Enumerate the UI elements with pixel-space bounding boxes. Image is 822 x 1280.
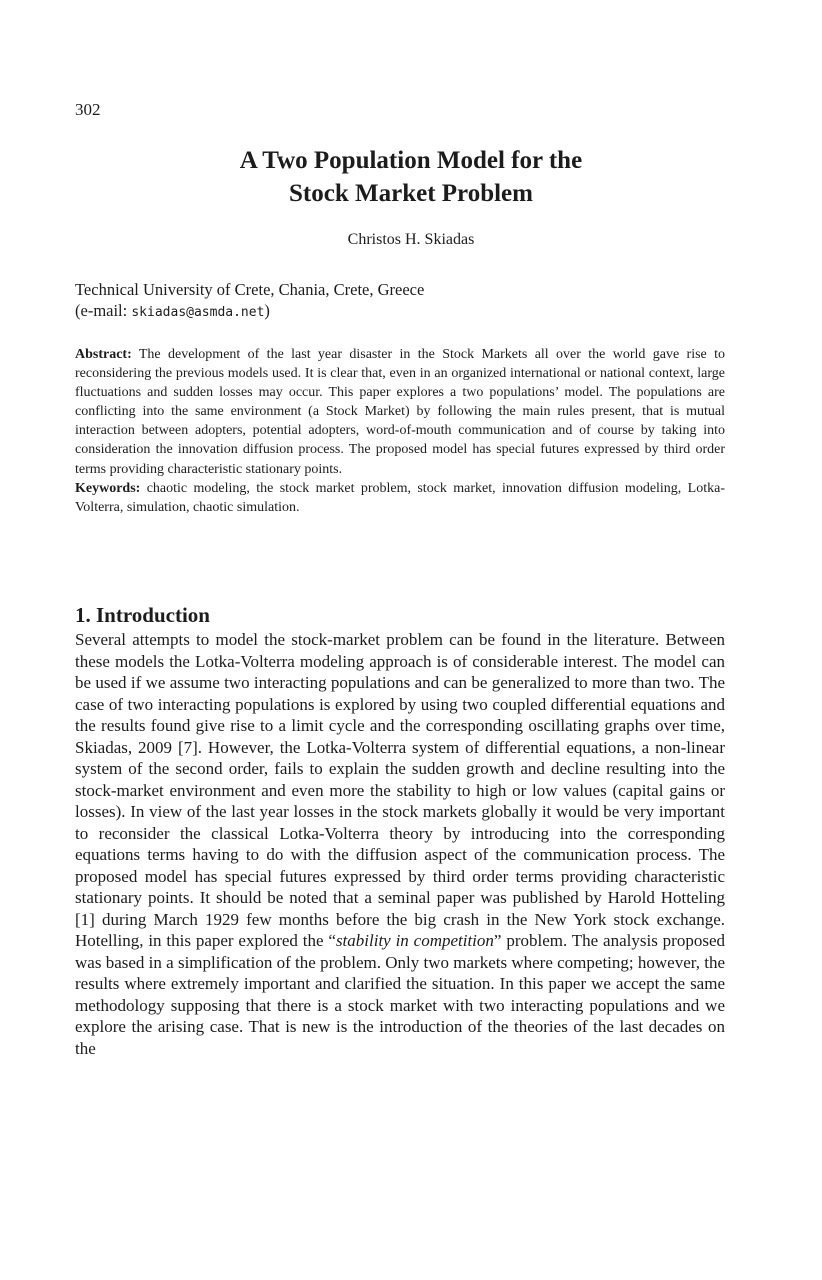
paper-title	[0, 144, 822, 210]
abstract-paragraph	[75, 345, 725, 479]
intro-text-part-1: Several attempts to model the stock-market problem can be found in the literature. Between these models the Lotka-Volterra modeling approach is of considerable interest. The model can be used if we assume two interacting populations and can be generalized to more than two. The case of two interacting populations is explored by using two coupled differential equations and the results found give rise to a limit cycle and the corresponding oscillating graphs over time, Skiadas, 2009 [7]. However, the Lotka-Volterra system of differential equations, a non-linear system of the second order, fails to explain the sudden growth and decline resulting into the stock-market environment and even more the stability to high or low values (capital gains or losses). In view of the last year losses in the stock markets globally it would be very important to reconsider the classical Lotka-Volterra theory by introducing into the corresponding equations terms having to do with the diffusion aspect of the communication process. The proposed model has special futures expressed by third order terms providing characteristic stationary points. It should be noted that a seminal paper was published by Harold Hotteling [1] during March 1929 few months before the big crash in the New York stock exchange. Hotelling, in this paper explored the “	[75, 630, 725, 950]
section-heading: 1. Introduction	[75, 603, 210, 627]
intro-text-part-2: ” problem. The analysis proposed was based in a simplification of the problem. Only two markets where competing; however, the results where extremely important and clarified the situation. In this paper we accept the same methodology supposing that there is a stock market with two interacting populations and we explore the arising case. That is new is the introduction of the theories of the last decades on the	[75, 931, 726, 1058]
abstract-text: The development of the last year disaster in the Stock Markets all over the world gave rise to reconsidering the previous models used. It is clear that, even in an organized international or national context, large fluctuations and sudden losses may occur. This paper explores a two populations’ model. The populations are conflicting into the same environment (a Stock Market) by following the main rules present, that is mutual interaction between adopters, potential adopters, word-of-mouth communication and of course by taking into consideration the innovation diffusion process. The proposed model has special futures expressed by third order terms providing characteristic stationary points.	[75, 347, 725, 477]
email-suffix: )	[264, 301, 270, 320]
title-line-2: Stock Market Problem	[289, 180, 533, 207]
keywords-label: Keywords:	[75, 480, 141, 496]
intro-emphasis: stability in competition	[335, 931, 494, 950]
affiliation: Technical University of Crete, Chania, Crete, Greece	[75, 280, 425, 299]
abstract-label: Abstract:	[75, 347, 132, 362]
keywords-text: chaotic modeling, the stock market problem, stock market, innovation diffusion modeling, Lotka-Volterra, simulation, chaotic simulation.	[75, 480, 725, 515]
page-number: 302	[75, 100, 101, 119]
email-line	[75, 300, 424, 323]
title-line-1: A Two Population Model for the	[239, 147, 583, 174]
affiliation-block	[75, 279, 424, 323]
intro-paragraph	[75, 629, 725, 1059]
email-prefix: (e-mail:	[75, 301, 132, 320]
author-name: Christos H. Skiadas	[347, 231, 475, 248]
email-address: skiadas@asmda.net	[131, 305, 265, 320]
keywords-paragraph	[75, 479, 725, 517]
introduction-body	[75, 629, 725, 1059]
abstract-block	[75, 345, 725, 517]
